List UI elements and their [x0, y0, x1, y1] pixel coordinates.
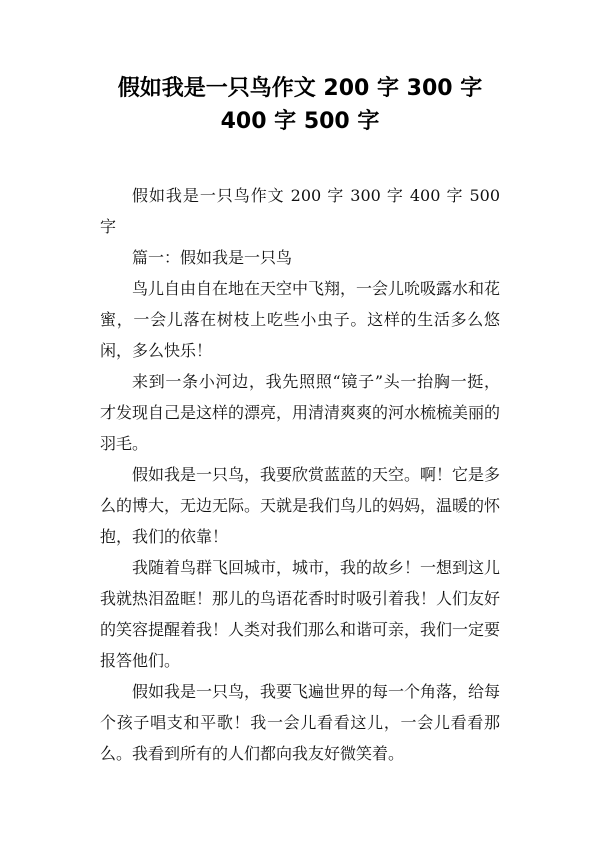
paragraph: 篇一：假如我是一只鸟 [132, 248, 293, 267]
paragraph: 假如我是一只鸟，我要欣赏蓝蓝的天空。啊！它是多么的博大，无边无际。天就是我们鸟儿的妈妈，温暖的怀抱，我们的依靠！ [100, 465, 501, 546]
document-body [100, 180, 500, 769]
paragraph: 假如我是一只鸟作文 200 字 300 字 400 字 500 字 [100, 186, 500, 236]
document-title [60, 72, 540, 138]
paragraph: 来到一条小河边，我先照照“镜子”头一抬胸一挺，才发现自己是这样的漂亮，用清清爽爽的河水梳梳美丽的羽毛。 [100, 372, 501, 453]
title-line-2: 400 字 500 字 [220, 109, 380, 134]
title-line-1: 假如我是一只鸟作文 200 字 300 字 [117, 76, 483, 101]
paragraph: 假如我是一只鸟，我要飞遍世界的每一个角落，给每个孩子唱支和平歌！我一会儿看看这儿，一会儿看看那么。我看到所有的人们都向我友好微笑着。 [100, 682, 501, 763]
paragraph: 我随着鸟群飞回城市，城市，我的故乡！一想到这儿我就热泪盈眶！那儿的鸟语花香时时吸引着我！人们友好的笑容提醒着我！人类对我们那么和谐可亲，我们一定要报答他们。 [100, 558, 501, 670]
paragraph: 鸟儿自由自在地在天空中飞翔，一会儿吮吸露水和花蜜，一会儿落在树枝上吃些小虫子。这样的生活多么悠闲，多么快乐！ [100, 279, 501, 360]
